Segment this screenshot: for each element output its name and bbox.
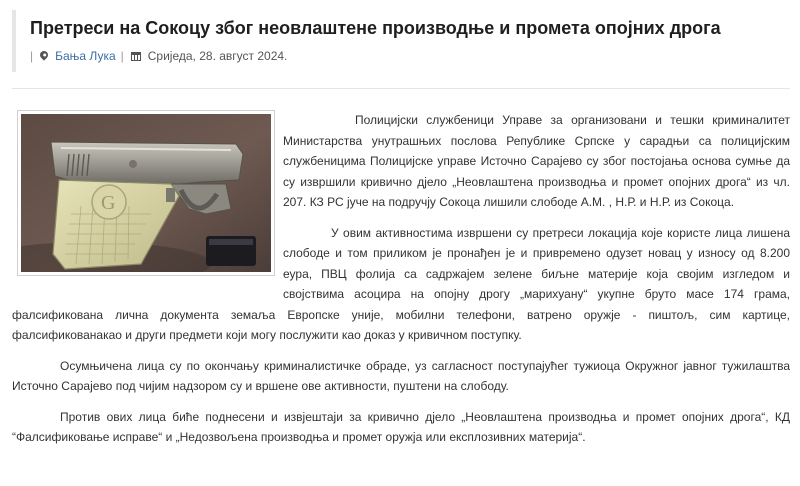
article-title: Претреси на Сокоцу због неовлаштене производње и промета опојних дрога	[30, 18, 721, 38]
article-date: Сриједа, 28. август 2024.	[147, 49, 288, 63]
article-body	[12, 110, 790, 458]
article-paragraph-3: Осумњичена лица су по окончању криминалистичке обраде, уз сагласност поступајућег тужиоца Окружног јавног тужилаштва Источно Сарајево под чијим надзором су и вршене ове активности, пуштени на слободу.	[12, 358, 790, 393]
article-paragraph-1: Полицијски службеници Управе за организовани и тешки криминалитет Министарства унутрашњих послова Републике Српске у сарадњи са полицијским службеницима Полицијске управе Источно Сарајево су због постојања основа сумње да су извршили кривично дјело „Неовлаштена производња и промет опојних дрога“ из чл. 207. КЗ РС јуче на подручју Сокоца лишили слободе А.М. , Н.Р. и Н.Р. из Сокоца.	[283, 113, 790, 209]
article-meta	[30, 49, 787, 63]
calendar-icon	[131, 52, 141, 61]
article-paragraph-2: У овим активностима извршени су претреси локација које користе лица лишена слободе и том приликом је пронађен је и привремено одузет новац у износу од 8.200 еура, ПВЦ фолија са садржајем зелене биљне материје која својим изгледом и својствима асоцира на опојну дрогу „марихуану“ укупне бруто масе 174 грама, фалсификована лична документа земаља Европске уније, мобилни телефони, ватрено оружје - пиштољ, сим картице, фалсификованакао и други предмети који могу послужити као доказ у кривичном поступку.	[12, 225, 790, 342]
article-paragraph-4: Против ових лица биће поднесени и извјештаји за кривично дјело „Неовлаштена производња и промет опојних дрога“, КД “Фалсификовање исправе“ и „Недозвољена производња и промет оружја или експлозивних материја“.	[12, 409, 790, 444]
map-marker-icon	[38, 49, 49, 60]
image-spacer	[12, 110, 283, 286]
meta-separator: |	[120, 49, 124, 63]
meta-separator: |	[30, 49, 34, 63]
svg-text:G: G	[101, 192, 116, 214]
article-header	[12, 10, 787, 72]
location-link[interactable]: Бања Лука	[55, 49, 116, 63]
header-divider	[12, 88, 790, 89]
